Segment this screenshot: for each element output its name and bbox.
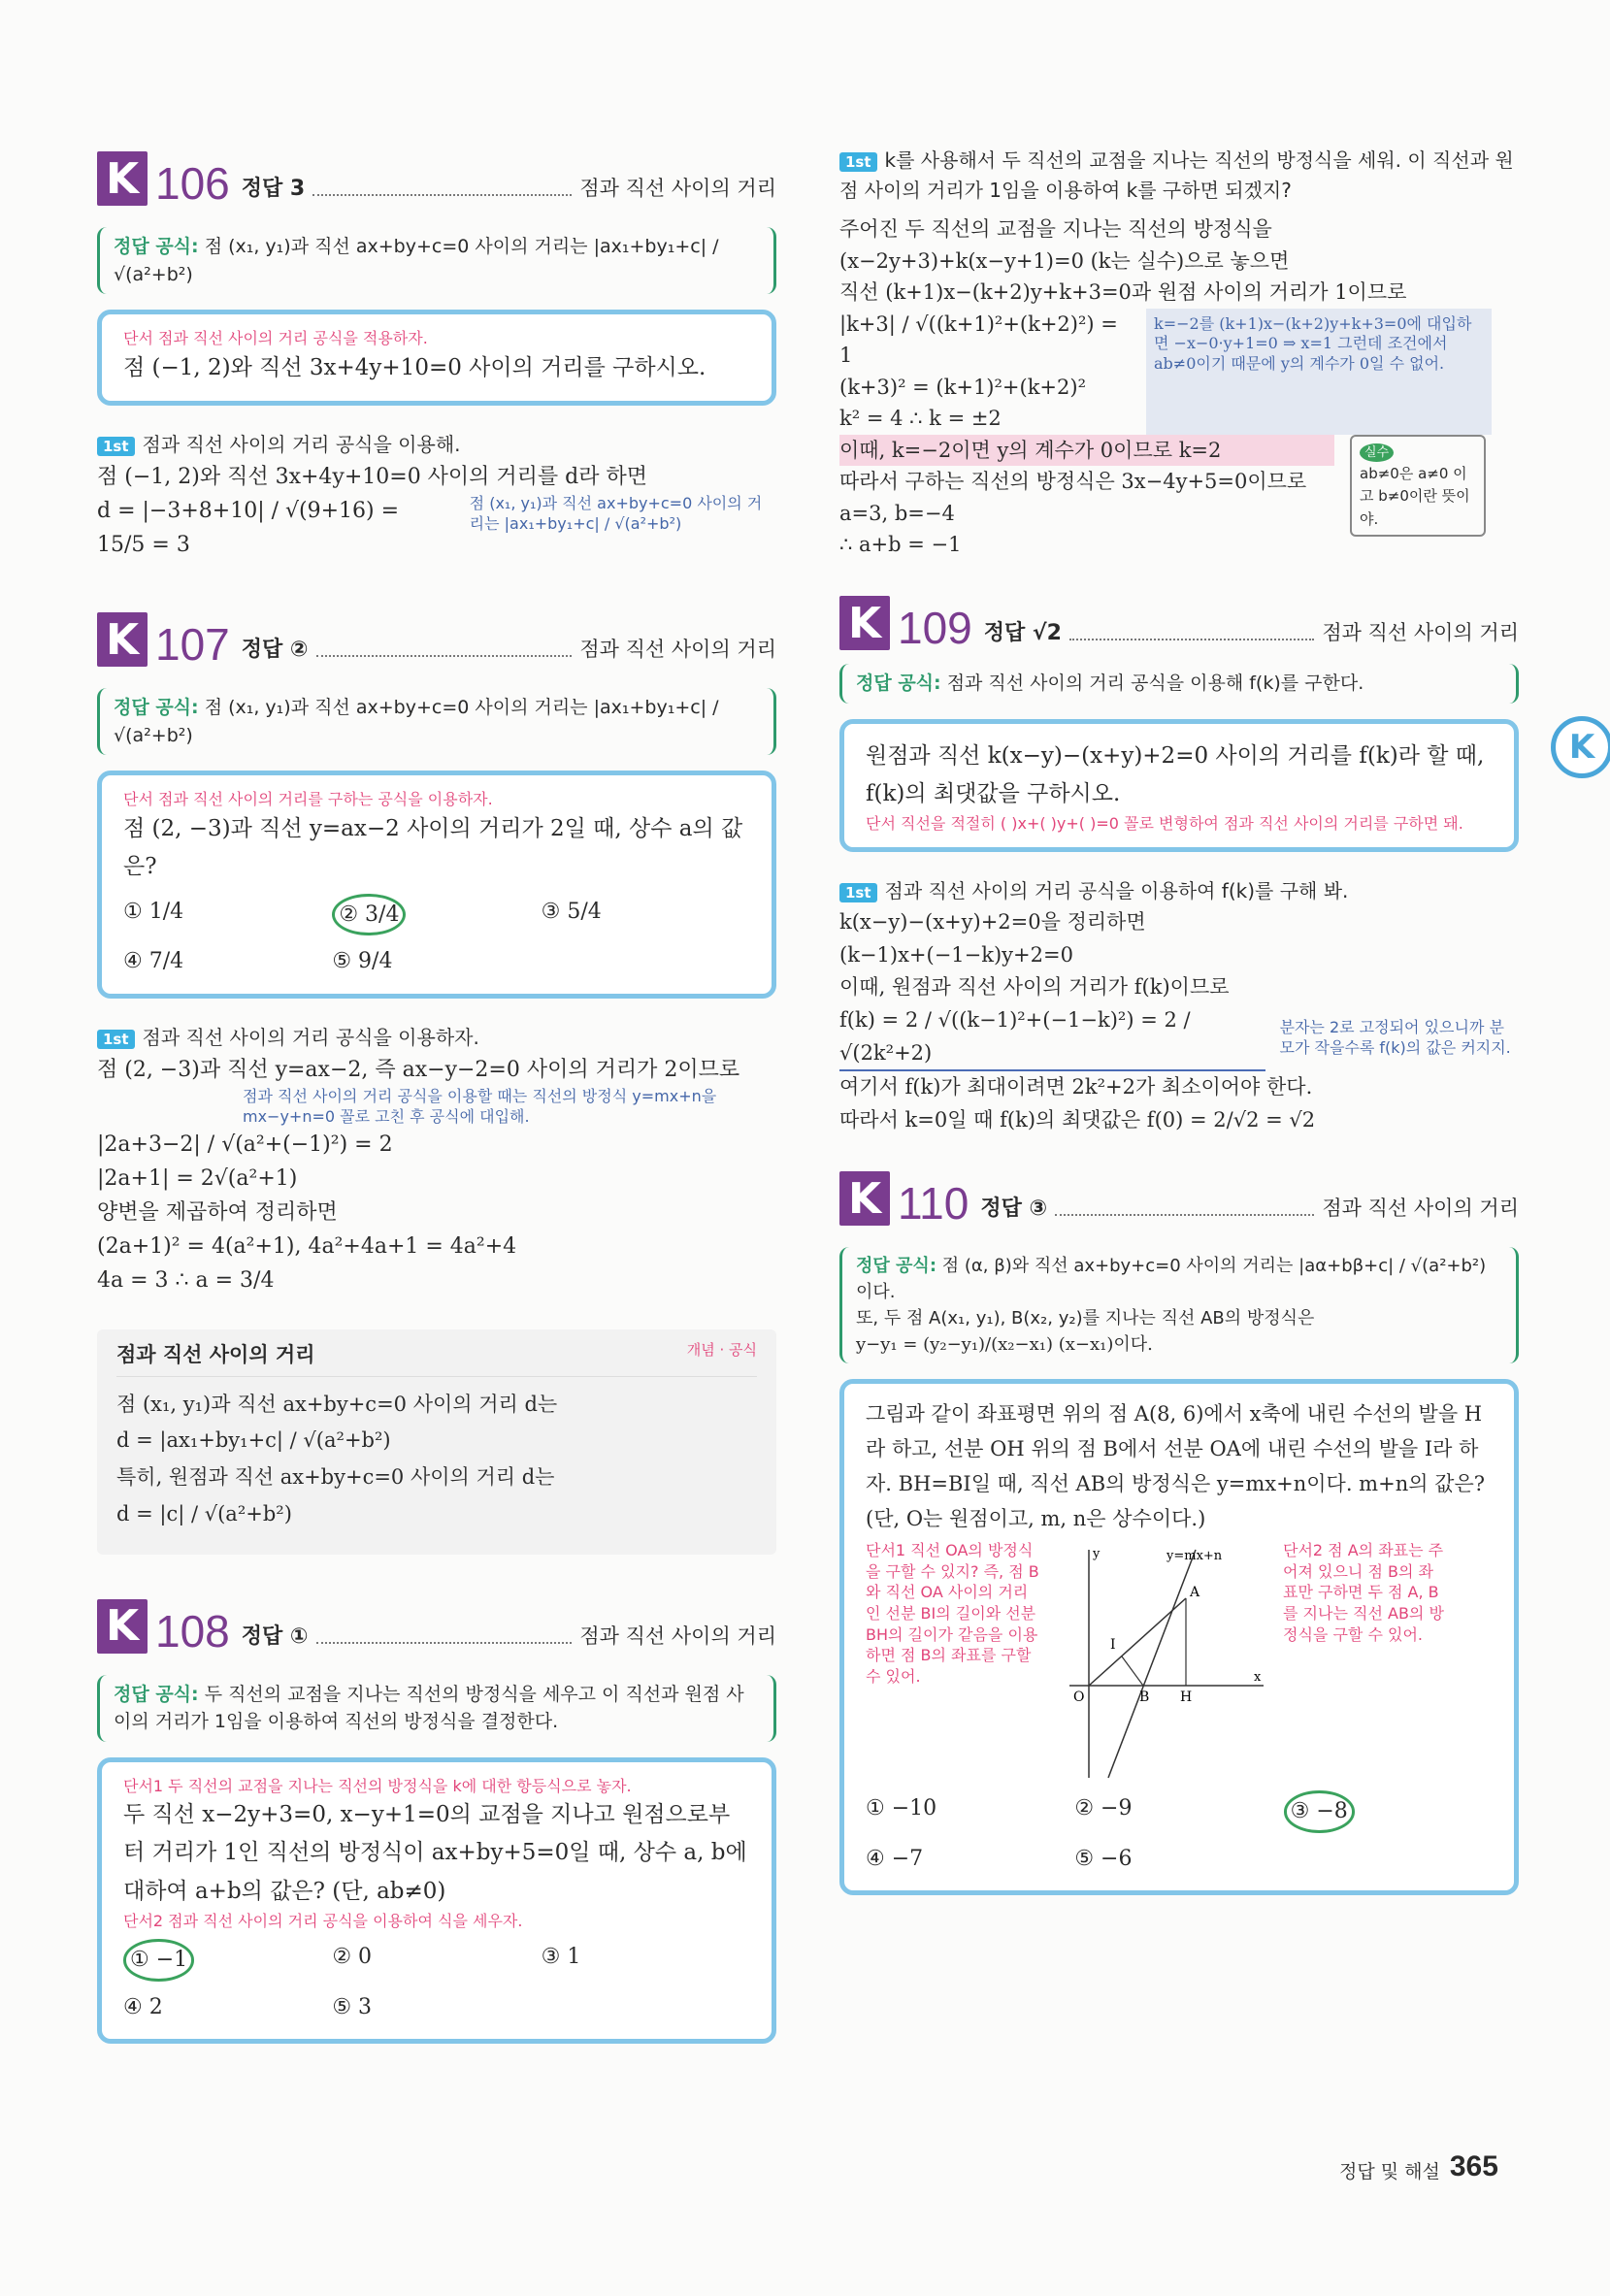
problem-header <box>839 590 1519 654</box>
topic: 점과 직선 사이의 거리 <box>579 177 776 200</box>
problem-110 <box>839 1165 1519 1895</box>
k-badge: K <box>97 1599 148 1654</box>
svg-text:y=mx+n: y=mx+n <box>1166 1549 1223 1564</box>
concept-tag: 개념 · 공식 <box>686 1340 757 1359</box>
concept-box: 점과 직선 사이의 거리 개념 · 공식 점 (x₁, y₁)과 직선 ax+by+c=0 사이의 거리 d는 d = |ax₁+by₁+c| / √(a²+b²) 특히, 원점과 직선 ax+by+c=0 사이의 거리 d는 d = |c| / √(a²+b²) <box>97 1329 776 1555</box>
problem-106 <box>97 146 776 562</box>
formula-box: 정답 공식: 점 (x₁, y₁)과 직선 ax+by+c=0 사이의 거리는 |ax₁+by₁+c| / √(a²+b²) <box>97 688 776 755</box>
page-footer <box>1339 2150 1498 2183</box>
choices <box>123 1939 750 2025</box>
choice-correct[interactable]: ① −1 <box>123 1939 332 1981</box>
problem-107 <box>97 607 776 1297</box>
hint: 단서 직선을 적절히 ( )x+( )y+( )=0 꼴로 변형하여 점과 직선 사이의 거리를 구하면 돼. <box>866 813 1463 833</box>
problem-number: 106 <box>155 158 230 209</box>
side-note: 분자는 2로 고정되어 있으니까 분모가 작을수록 f(k)의 값은 커지지. <box>1279 1017 1511 1057</box>
hint: 단서2 점 A의 좌표는 주어져 있으니 점 B의 좌표만 구하면 두 점 A, B를 지나는 직선 AB의 방정식을 구할 수 있어. <box>1283 1541 1444 1644</box>
problem-header <box>97 607 776 671</box>
choice[interactable]: ④ 7/4 <box>123 949 184 974</box>
k-badge: K <box>97 612 148 667</box>
formula-box: 정답 공식: 점과 직선 사이의 거리 공식을 이용해 f(k)를 구한다. <box>839 664 1519 704</box>
k-badge: K <box>97 151 148 206</box>
solution: 1st 점과 직선 사이의 거리 공식을 이용하자. 점 (2, −3)과 직선 y=ax−2, 즉 ax−y−2=0 사이의 거리가 2이므로 점과 직선 사이의 거리 공식을 이용할 때는 직선의 방정식 y=mx+n을 mx−y+n=0 꼴로 고친 후 공식에 대입해. |2a+3−2| / √(a²+(−1)²) = 2 |2a+1| = 2√(a²+1) 양변을 제곱하여 정리하면 (2a+1)² = 4(a²+1), 4a²+4a+1 = 4a²+4 4a = 3 ∴ a = 3/4 <box>97 1022 776 1298</box>
question-box <box>97 771 776 999</box>
right-column <box>839 146 1519 1895</box>
svg-text:A: A <box>1190 1585 1200 1601</box>
solution-108: 1st k를 사용해서 두 직선의 교점을 지나는 직선의 방정식을 세워. 이 직선과 원점 사이의 거리가 1임을 이용하여 k를 구하면 되겠지? 주어진 두 직선의 교점을 지나는 직선의 방정식을 (x−2y+3)+k(x−y+1)=0 (k는 실수)으로 놓으면 직선 (k+1)x−(k+2)y+k+3=0과 원점 사이의 거리가 1이므로 |k+3| / √((k+1)²+(k+2)²) = 1 (k+3)² = (k+1)²+(k+2)² k² = 4 ∴ k = ±2 k=−2를 (k+1)x−(k+2)y+k+3=0에 대입하면 −x−0·y+1=0 ⇒ x=1 그런데 조건에서 ab≠0이기 때문에 y의 계수가 0일 수 없어. 이때, k=−2이면 y의 계수가 0이므로 k=2 따라서 구하는 직선의 방정식은 3x−4y+5=0이므로 a=3, b=−4 ∴ a+b = −1 실수 ab≠0은 a≠0 이고 b≠0이란 뜻이야. <box>839 148 1514 557</box>
topic: 점과 직선 사이의 거리 <box>1322 1197 1519 1221</box>
question-text: 두 직선 x−2y+3=0, x−y+1=0의 교점을 지나고 원점으로부터 거리가 1인 직선의 방정식이 ax+by+5=0일 때, 상수 a, b에 대하여 a+b의 값은? (단, ab≠0) <box>123 1802 747 1904</box>
side-note: 점과 직선 사이의 거리 공식을 이용할 때는 직선의 방정식 y=mx+n을 mx−y+n=0 꼴로 고친 후 공식에 대입해. <box>243 1087 717 1126</box>
problem-108 <box>97 1593 776 2044</box>
svg-text:I: I <box>1110 1637 1116 1654</box>
formula-box: 정답 공식: 점 (x₁, y₁)과 직선 ax+by+c=0 사이의 거리는 |ax₁+by₁+c| / √(a²+b²) <box>97 227 776 294</box>
svg-text:O: O <box>1073 1689 1085 1706</box>
footer-label: 정답 및 해설 <box>1339 2161 1440 2182</box>
side-note: k=−2를 (k+1)x−(k+2)y+k+3=0에 대입하면 −x−0·y+1=0 ⇒ x=1 그런데 조건에서 ab≠0이기 때문에 y의 계수가 0일 수 없어. <box>1146 309 1492 435</box>
topic: 점과 직선 사이의 거리 <box>579 638 776 662</box>
question-text: 그림과 같이 좌표평면 위의 점 A(8, 6)에서 x축에 내린 수선의 발을 H라 하고, 선분 OH 위의 점 B에서 선분 OA에 내린 수선의 발을 I라 하자. BH=BI일 때, 직선 AB의 방정식은 y=mx+n이다. m+n의 값은? (단, O는 원점이고, m, n은 상수이다.) <box>866 1402 1486 1530</box>
question-text: 점 (−1, 2)와 직선 3x+4y+10=0 사이의 거리를 구하시오. <box>123 354 706 380</box>
solution: 1st 점과 직선 사이의 거리 공식을 이용해. 점 (−1, 2)와 직선 3x+4y+10=0 사이의 거리를 d라 하면 d = |−3+8+10| / √(9+16) = 15/5 = 3 점 (x₁, y₁)과 직선 ax+by+c=0 사이의 거리는 |ax₁+by₁+c| / √(a²+b²) <box>97 429 776 563</box>
problem-number: 107 <box>155 619 230 671</box>
hint: 단서 점과 직선 사이의 거리 공식을 적용하자. <box>123 329 428 347</box>
choices <box>123 894 750 980</box>
hint: 단서1 두 직선의 교점을 지나는 직선의 방정식을 k에 대한 항등식으로 놓자. <box>123 1776 632 1795</box>
question-text: 원점과 직선 k(x−y)−(x+y)+2=0 사이의 거리를 f(k)라 할 때, f(k)의 최댓값을 구하시오. <box>866 742 1485 806</box>
choice[interactable]: ④ −7 <box>866 1846 924 1871</box>
problem-header <box>97 1593 776 1654</box>
answer-label: 정답 3 <box>241 177 306 201</box>
problem-header <box>97 146 776 209</box>
concept-title: 점과 직선 사이의 거리 <box>116 1342 315 1366</box>
choice[interactable]: ⑤ 9/4 <box>332 949 393 974</box>
mistake-note: 실수 ab≠0은 a≠0 이고 b≠0이란 뜻이야. <box>1350 435 1486 537</box>
choice[interactable]: ② 0 <box>332 1945 373 1970</box>
question-box <box>97 1757 776 2044</box>
problem-number: 109 <box>898 603 972 654</box>
answer-label: 정답 ① <box>241 1624 309 1649</box>
choice[interactable]: ③ 5/4 <box>541 900 602 925</box>
solution: 1st 점과 직선 사이의 거리 공식을 이용하여 f(k)를 구해 봐. k(x−y)−(x+y)+2=0을 정리하면 (k−1)x+(−1−k)y+2=0 이때, 원점과 직선 사이의 거리가 f(k)이므로 f(k) = 2 / √((k−1)²+(−1−k)²) = 2 / √(2k²+2) 분자는 2로 고정되어 있으니까 분모가 작을수록 f(k)의 값은 커지지. 여기서 f(k)가 최대이려면 2k²+2가 최소이어야 한다. 따라서 k=0일 때 f(k)의 최댓값은 f(0) = 2/√2 = √2 <box>839 875 1519 1136</box>
k-badge: K <box>839 596 890 650</box>
topic: 점과 직선 사이의 거리 <box>579 1624 776 1648</box>
left-column <box>97 146 776 2044</box>
question-text: 점 (2, −3)과 직선 y=ax−2 사이의 거리가 2일 때, 상수 a의 값은? <box>123 815 743 879</box>
svg-text:B: B <box>1139 1689 1150 1706</box>
side-note: 점 (x₁, y₁)과 직선 ax+by+c=0 사이의 거리는 |ax₁+by₁+c| / √(a²+b²) <box>469 493 763 533</box>
choices <box>866 1790 1493 1877</box>
choice[interactable]: ⑤ 3 <box>332 1994 373 2019</box>
svg-text:H: H <box>1180 1689 1193 1706</box>
choice[interactable]: ③ 1 <box>541 1945 581 1970</box>
mistake-tag: 실수 <box>1360 443 1394 462</box>
answer-label: 정답 ③ <box>980 1197 1048 1222</box>
formula-box: 정답 공식: 두 직선의 교점을 지나는 직선의 방정식을 세우고 이 직선과 원점 사이의 거리가 1임을 이용하여 직선의 방정식을 결정한다. <box>97 1675 776 1742</box>
topic: 점과 직선 사이의 거리 <box>1322 621 1519 645</box>
answer-label: 정답 √2 <box>983 621 1062 646</box>
answer-label: 정답 ② <box>241 638 309 663</box>
choice[interactable]: ② −9 <box>1074 1796 1133 1821</box>
choice[interactable]: ⑤ −6 <box>1074 1846 1133 1871</box>
hint: 단서1 직선 OA의 방정식을 구할 수 있지? 즉, 점 B와 직선 OA 사이의 거리인 선분 BI의 길이와 선분 BH의 길이가 같음을 이용하면 점 B의 좌표를 구할 수 있어. <box>866 1541 1039 1686</box>
svg-text:y: y <box>1093 1547 1101 1562</box>
choice[interactable]: ④ 2 <box>123 1994 163 2019</box>
problem-header <box>839 1165 1519 1230</box>
question-box <box>839 719 1519 853</box>
hint: 단서2 점과 직선 사이의 거리 공식을 이용하여 식을 세우자. <box>123 1911 523 1930</box>
section-tab-k[interactable]: K <box>1551 716 1610 778</box>
coordinate-graph <box>1050 1540 1273 1783</box>
svg-text:x: x <box>1254 1670 1262 1686</box>
k-badge: K <box>839 1171 890 1226</box>
choice[interactable]: ① −10 <box>866 1796 937 1821</box>
hint: 단서 점과 직선 사이의 거리를 구하는 공식을 이용하자. <box>123 790 493 809</box>
problem-number: 110 <box>898 1178 969 1230</box>
choice-correct[interactable]: ③ −8 <box>1284 1790 1493 1832</box>
question-box <box>839 1379 1519 1895</box>
problem-number: 108 <box>155 1605 230 1656</box>
choice-correct[interactable]: ② 3/4 <box>332 894 541 935</box>
question-box <box>97 310 776 406</box>
problem-109 <box>839 590 1519 1136</box>
choice[interactable]: ① 1/4 <box>123 900 184 925</box>
page-number: 365 <box>1449 2150 1498 2182</box>
formula-box: 정답 공식: 점 (α, β)와 직선 ax+by+c=0 사이의 거리는 |aα+bβ+c| / √(a²+b²) 이다. 또, 두 점 A(x₁, y₁), B(x₂, y₂)를 지나는 직선 AB의 방정식은 y−y₁ = (y₂−y₁)/(x₂−x₁) (x−x₁)이다. <box>839 1247 1519 1363</box>
